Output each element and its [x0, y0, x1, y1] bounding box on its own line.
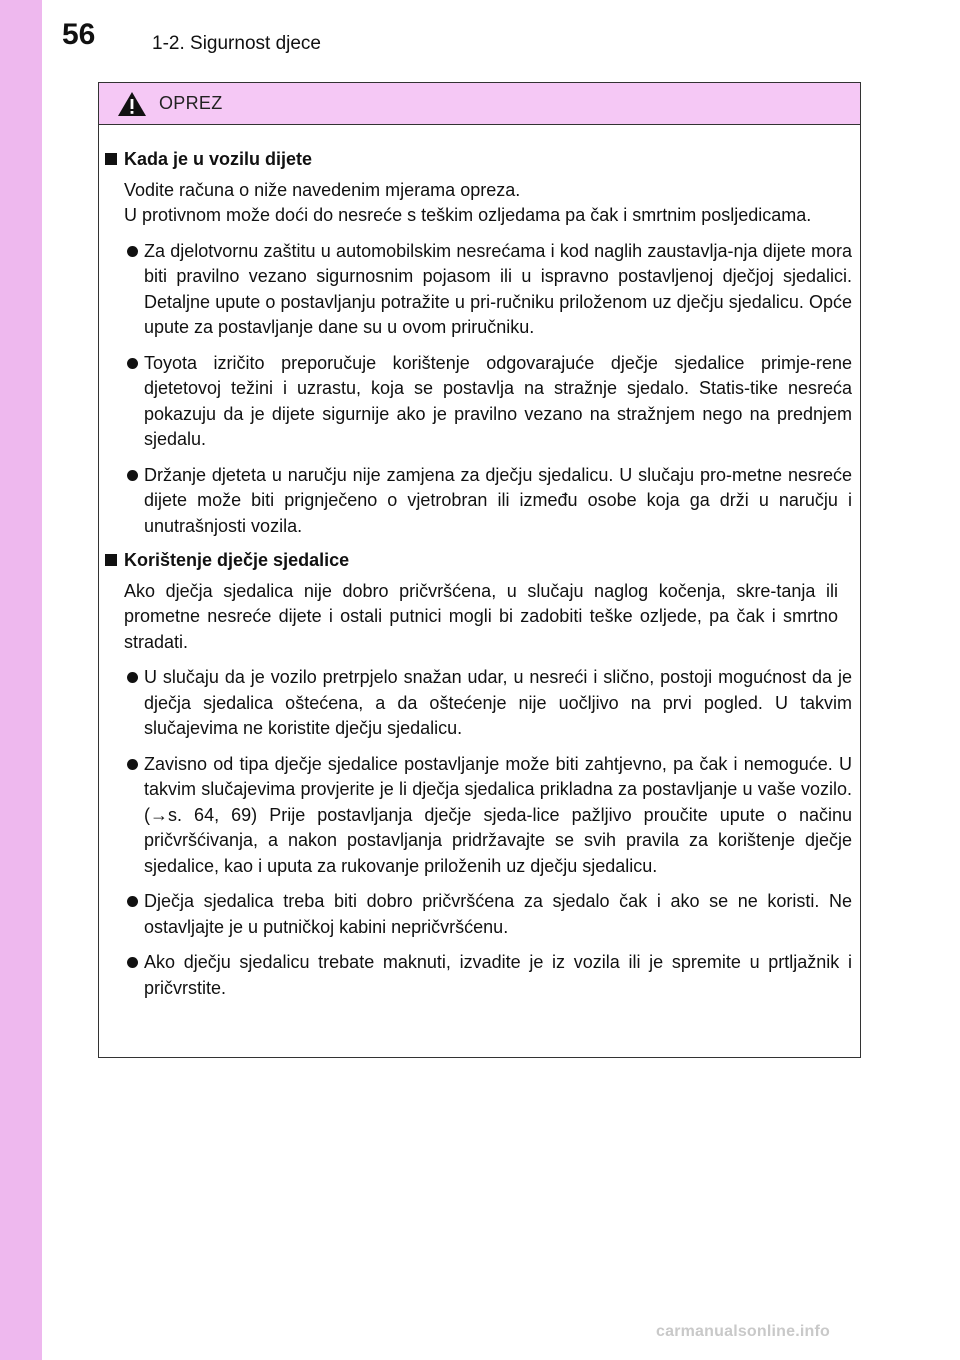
intro-line: Vodite računa o niže navedenim mjerama opreza.	[124, 179, 521, 200]
watermark: carmanualsonline.info	[656, 1323, 831, 1340]
bullet-dot-icon	[127, 358, 138, 369]
group-intro	[105, 178, 852, 229]
list-item: Dječja sjedalica treba biti dobro pričvršćena za sjedalo čak i ako se ne koristi. Ne ostavljajte je u putničkoj kabini nepričvršćenu.	[105, 889, 852, 940]
list-item: Za djelotvornu zaštitu u automobilskim nesrećama i kod naglih zaustavlja-nja dijete mora biti pravilno vezano sigurnosnim pojasom ili u ispravno postavljenoj dječjoj sjedalici. Detaljne upute o postavljanju potražite u pri-ručniku priloženom uz dječju sjedalicu. Opće upute za postavljanje dane su u ovom priručniku.	[105, 239, 852, 341]
bullet-dot-icon	[127, 896, 138, 907]
bullet-dot-icon	[127, 470, 138, 481]
side-color-band	[0, 0, 42, 1360]
caution-box	[98, 82, 861, 1058]
bullet-dot-icon	[127, 759, 138, 770]
square-bullet-icon	[105, 554, 117, 566]
bullet-dot-icon	[127, 246, 138, 257]
list-item: U slučaju da je vozilo pretrpjelo snažan udar, u nesreći i slično, postoji mogućnost da je dječja sjedalica oštećena, a da oštećenje nije uočljivo na prvi pogled. U takvim slučajevima ne koristite dječju sjedalicu.	[105, 665, 852, 742]
group-intro: Ako dječja sjedalica nije dobro pričvršćena, u slučaju naglog kočenja, skre-tanja ili prometne nesreće dijete i ostali putnici mogli bi zadobiti teške ozljede, pa čak i smrtno stradati.	[124, 580, 838, 652]
section-title: 1-2. Sigurnost djece	[152, 33, 321, 54]
caution-content	[99, 125, 860, 1001]
intro-text: U protivnom može doći do nesreće s teškim ozljedama pa čak i smrtnim posljedicama.	[124, 205, 812, 225]
bullet-dot-icon	[127, 957, 138, 968]
bullet-dot-icon	[127, 672, 138, 683]
group-heading: Kada je u vozilu dijete	[105, 147, 852, 173]
list-item: Držanje djeteta u naručju nije zamjena za dječju sjedalicu. U slučaju pro-metne nesreće dijete može biti prignječeno o vjetrobran ili između osobe koja ga drži u naručju i unutrašnjosti vozila.	[105, 463, 852, 540]
list-item: Zavisno od tipa dječje sjedalice postavljanje može biti zahtjevno, pa čak i nemoguće. U takvim slučajevima provjerite je li dječja sjedalica prikladna za postavljanje u vaše vozilo. (→s. 64, 69) Prije postavljanja dječje sjeda-lice pažljivo proučite upute o načinu pričvršćivanja, a nakon postavljanja pridržavajte se svih pravila za korištenje dječje sjedalice, kao i uputa za rukovanje priloženih uz dječju sjedalicu.	[105, 752, 852, 880]
page-number: 56	[62, 18, 96, 51]
list-item: Ako dječju sjedalicu trebate maknuti, izvadite je iz vozila ili je spremite u prtljažnik i pričvrstite.	[105, 950, 852, 1001]
group-heading: Korištenje dječje sjedalice	[105, 548, 852, 574]
warning-triangle-icon	[117, 91, 147, 117]
list-item: Toyota izričito preporučuje korištenje odgovarajuće dječje sjedalice primje-rene djetetovoj težini i uzrastu, koja se postavlja na stražnje sjedalo. Statis-tike nesreća pokazuju da je dijete sigurnije ako je pravilno vezano na stražnjem nego na prednjem sjedalu.	[105, 351, 852, 453]
caution-header	[99, 83, 860, 125]
square-bullet-icon	[105, 153, 117, 165]
caution-label: OPREZ	[159, 93, 223, 113]
